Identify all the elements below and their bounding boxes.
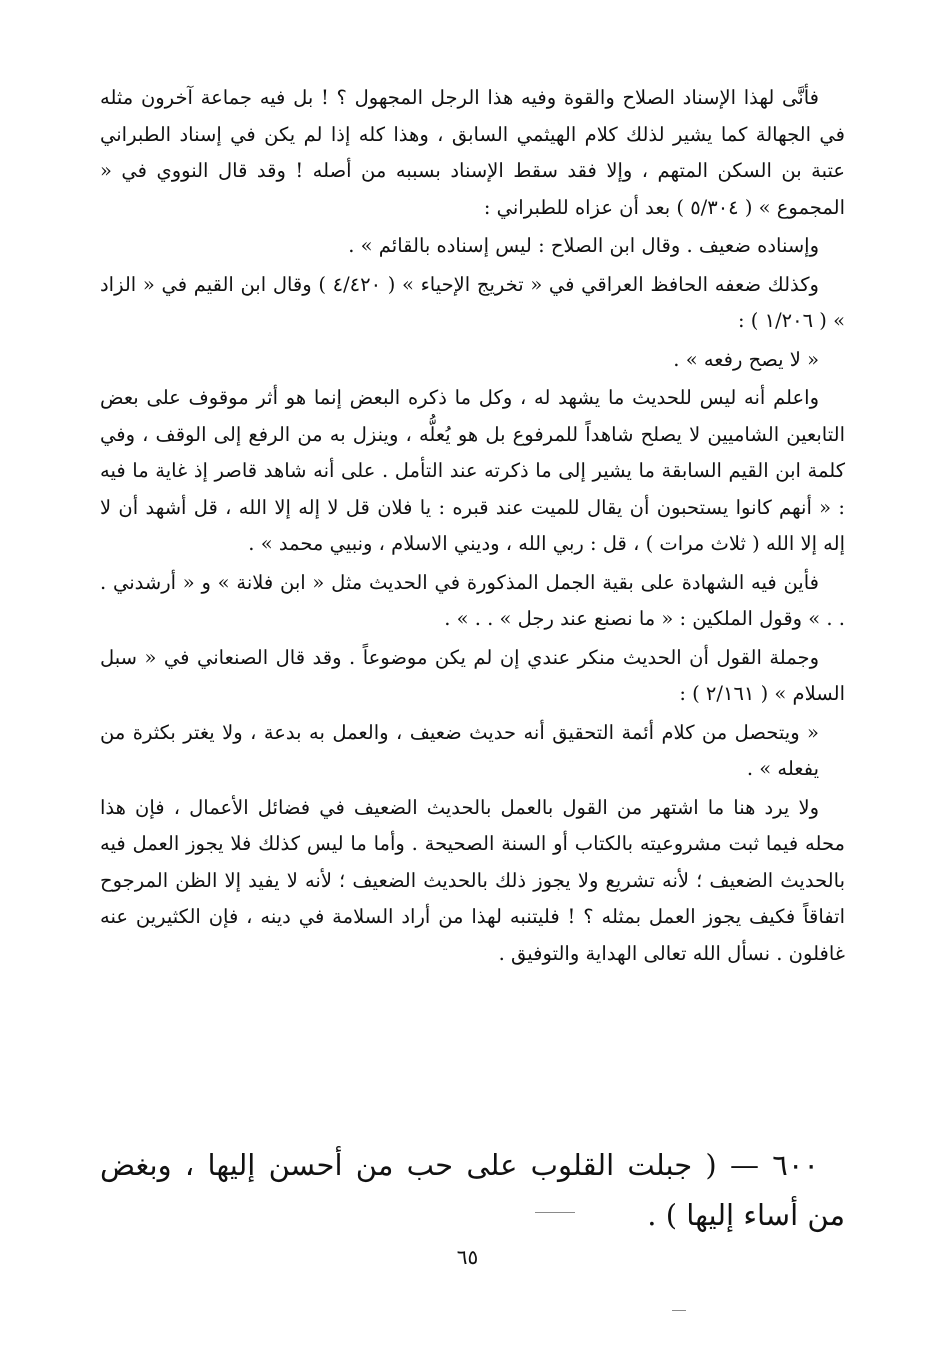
- paragraph-isnad-critique: فأنَّى لهذا الإسناد الصلاح والقوة وفيه هذا الرجل المجهول ؟ ! بل فيه جماعة آخرون مثله في الجهالة كما يشير لذلك كلام الهيثمي السابق ، وهذا كله إذا لم يكن في إسناد الطبراني عتبة بن السكن المتهم ، وإلا فقد سقط الإسناد بسببه من أصله ! وقد قال النووي في « المجموع » ( ٥/٣٠٤ ) بعد أن عزاه للطبراني :: [100, 86, 845, 219]
- page-number: ٦٥: [456, 1245, 479, 1269]
- paragraph-no-witness: واعلم أنه ليس للحديث ما يشهد له ، وكل ما ذكره البعض إنما هو أثر موقوف على بعض التابعين الشاميين لا يصلح شاهداً للمرفوع بل هو يُعلُّه ، وينزل به من الرفع إلى الوقف ، وفي كلمة ابن القيم السابقة ما يشير إلى ما ذكرته عند التأمل . على أنه شاهد قاصر إذ غاية ما فيه : « أنهم كانوا يستحبون أن يقال للميت عند قبره : يا فلان قل لا إله إلا الله ، قل أشهد أن لا إله إلا الله ( ثلاث مرات ) ، قل : ربي الله ، وديني الاسلام ، ونبيي محمد » .: [100, 386, 845, 555]
- hadith-600-heading: ٦٠٠ — ( جبلت القلوب على حب من أحسن إليها ، وبغض من أساء إليها ) .: [100, 1148, 845, 1232]
- paragraph-sanani-quote: « ويتحصل من كلام أئمة التحقيق أنه حديث ضعيف ، والعمل به بدعة ، ولا يغتر بكثرة من يفعله » .: [100, 720, 819, 780]
- paragraph-remaining-phrases: فأين فيه الشهادة على بقية الجمل المذكورة في الحديث مثل « ابن فلانة » و « أرشدني . . . » وقول الملكين : « ما نصنع عند رجل » . . » .: [100, 570, 845, 630]
- body-text: [100, 80, 845, 972]
- scan-mark: [535, 1212, 575, 1213]
- paragraph-weak-hadith-ruling: ولا يرد هنا ما اشتهر من القول بالعمل بالحديث الضعيف في فضائل الأعمال ، فإن هذا محله فيما ثبت مشروعيته بالكتاب أو السنة الصحيحة . وأما ما ليس كذلك فلا يجوز العمل فيه بالحديث الضعيف ؛ لأنه تشريع ولا يجوز ذلك بالحديث الضعيف ؛ لأنه لا يفيد إلا الظن المرجوح اتفاقاً فكيف يجوز العمل بمثله ؟ ! فليتنبه لهذا من أراد السلامة في دينه ، فإن الكثيرين عنه غافلون . نسأل الله تعالى الهداية والتوفيق .: [100, 795, 845, 965]
- paragraph-conclusion: وجملة القول أن الحديث منكر عندي إن لم يكن موضوعاً . وقد قال الصنعاني في « سبل السلام » ( ٢/١٦١ ) :: [100, 645, 845, 705]
- paragraph-iraqi-ibn-qayyim: وكذلك ضعفه الحافظ العراقي في « تخريج الإحياء » ( ٤/٤٢٠ ) وقال ابن القيم في « الزاد » ( ١/٢٠٦ ) :: [100, 272, 845, 332]
- scan-mark: [672, 1310, 686, 1311]
- paragraph-ibn-qayyim-quote: « لا يصح رفعه » .: [673, 347, 819, 371]
- paragraph-nawawi-quote: وإسناده ضعيف . وقال ابن الصلاح : ليس إسناده بالقائم » .: [348, 234, 819, 257]
